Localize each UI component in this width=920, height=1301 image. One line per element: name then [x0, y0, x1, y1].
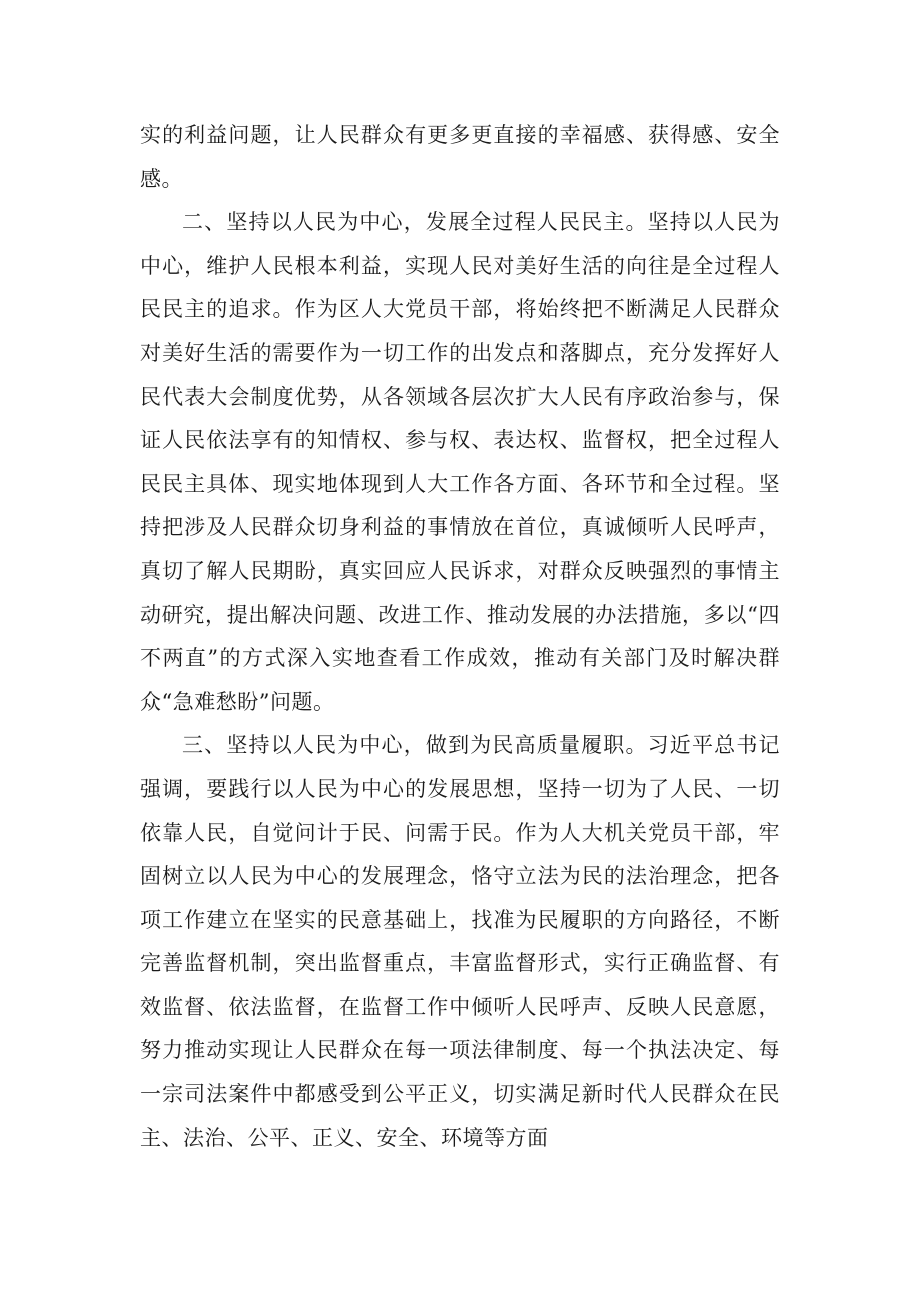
paragraph-continuation: 实的利益问题，让人民群众有更多更直接的幸福感、获得感、安全感。	[140, 123, 780, 191]
paragraph-section-two: 二、坚持以人民为中心，发展全过程人民民主。坚持以人民为中心，维护人民根本利益，实现人民对美好生活的向往是全过程人民民主的追求。作为区人大党员干部，将始终把不断满足人民群众对美好生活的需要作为一切工作的出发点和落脚点，充分发挥好人民代表大会制度优势，从各领域各层次扩大人民有序政治参与，保证人民依法享有的知情权、参与权、表达权、监督权，把全过程人民民主具体、现实地体现到人大工作各方面、各环节和全过程。坚持把涉及人民群众切身利益的事情放在首位，真诚倾听人民呼声，真切了解人民期盼，真实回应人民诉求，对群众反映强烈的事情主动研究，提出解决问题、改进工作、推动发展的办法措施，多以“四不两直”的方式深入实地查看工作成效，推动有关部门及时解决群众“急难愁盼”问题。	[140, 210, 780, 714]
paragraph-section-three: 三、坚持以人民为中心，做到为民高质量履职。习近平总书记强调，要践行以人民为中心的发展思想，坚持一切为了人民、一切依靠人民，自觉问计于民、问需于民。作为人大机关党员干部，牢固树立以人民为中心的发展理念，恪守立法为民的法治理念，把各项工作建立在坚实的民意基础上，找准为民履职的方向路径，不断完善监督机制，突出监督重点，丰富监督形式，实行正确监督、有效监督、依法监督，在监督工作中倾听人民呼声、反映人民意愿，努力推动实现让人民群众在每一项法律制度、每一个执法决定、每一宗司法案件中都感受到公平正义，切实满足新时代人民群众在民主、法治、公平、正义、安全、环境等方面	[140, 733, 780, 1150]
document-body	[140, 114, 780, 1160]
